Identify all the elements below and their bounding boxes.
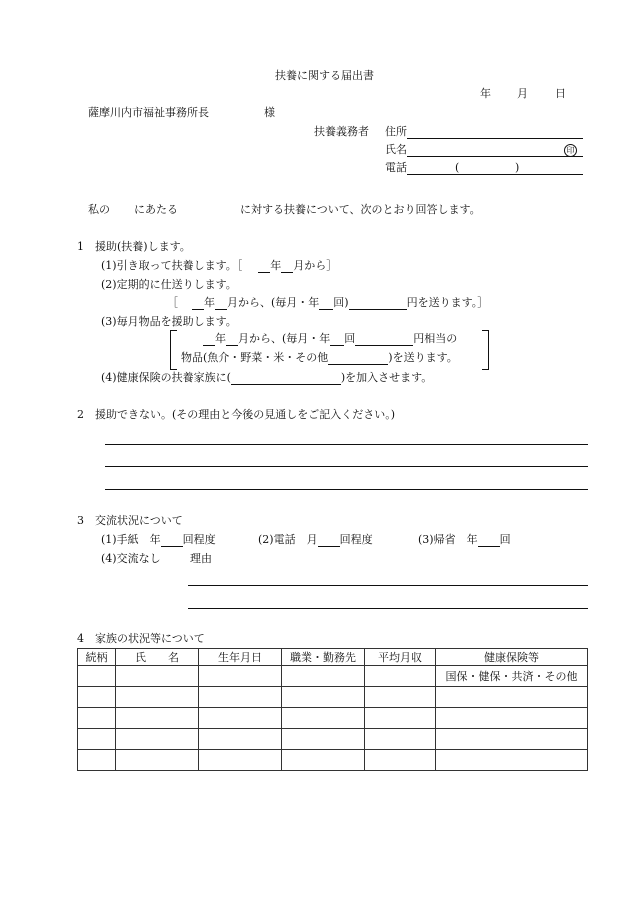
table-cell[interactable]	[199, 708, 282, 729]
table-cell[interactable]	[116, 687, 199, 708]
item2-year-label: 年	[204, 296, 215, 309]
address-field[interactable]	[407, 126, 583, 139]
item3-left-bracket	[170, 330, 177, 370]
item1-year-field[interactable]	[258, 260, 270, 273]
section2-line-3[interactable]	[105, 489, 588, 490]
document-title: 扶養に関する届出書	[275, 69, 374, 82]
item4-label-a: (4)健康保険の扶養家族に(	[101, 371, 231, 384]
table-cell[interactable]	[282, 687, 365, 708]
table-cell[interactable]	[365, 708, 436, 729]
table-cell[interactable]	[282, 750, 365, 771]
item3-month-label: 月から、(毎月・年	[238, 332, 331, 345]
item2-yen-label: 円を送ります。］	[406, 296, 489, 309]
item1-text: (1)引き取って扶養します。［	[101, 259, 243, 272]
intro-part2: にあたる	[134, 203, 178, 216]
section2-heading: 2 援助できない。(その理由と今後の見通しをご記入ください。)	[77, 408, 396, 421]
contact-letter	[101, 533, 216, 547]
table-cell[interactable]	[78, 750, 116, 771]
phone-label: 電話	[385, 161, 407, 174]
obligor-label: 扶養義務者	[314, 125, 369, 138]
table-cell[interactable]	[365, 729, 436, 750]
item2-times-label: 回)	[333, 296, 349, 309]
col-birthdate: 生年月日	[199, 649, 282, 666]
visit-field[interactable]	[478, 534, 500, 547]
name-label: 氏名	[385, 143, 407, 156]
letter-unit: 回程度	[182, 533, 216, 546]
table-row	[78, 729, 588, 750]
table-cell[interactable]	[78, 687, 116, 708]
section2-line-1[interactable]	[105, 444, 588, 445]
item3-times-label: 回	[344, 332, 356, 345]
item3-times-field[interactable]	[330, 333, 344, 346]
item2-month-label: 月から、(毎月・年	[227, 296, 320, 309]
contact-visit	[418, 533, 511, 547]
table-row	[78, 666, 588, 687]
contact-none: (4)交流なし	[101, 552, 161, 565]
phone-contact-unit: 回程度	[339, 533, 373, 546]
addressee-honorific: 様	[264, 106, 275, 119]
section1-heading: 1 援助(扶養)します。	[77, 240, 191, 253]
address-label: 住所	[385, 125, 407, 138]
seal-icon: 印	[564, 144, 577, 157]
item1-month-field[interactable]	[281, 260, 293, 273]
col-occupation: 職業・勤務先	[282, 649, 365, 666]
item3-other-field[interactable]	[328, 352, 388, 365]
section3-reason-line-2[interactable]	[188, 608, 588, 609]
item3-yen-label: 円相当の	[413, 332, 458, 345]
item3-line1	[203, 332, 457, 346]
table-cell[interactable]	[436, 687, 588, 708]
table-cell[interactable]	[436, 750, 588, 771]
table-cell[interactable]	[365, 687, 436, 708]
table-cell[interactable]	[199, 729, 282, 750]
section1-item3: (3)毎月物品を援助します。	[101, 315, 237, 328]
table-cell[interactable]	[78, 666, 116, 687]
section3-heading: 3 交流状況について	[77, 514, 183, 527]
phone-field[interactable]	[407, 162, 583, 175]
table-cell[interactable]	[116, 729, 199, 750]
family-table-header	[78, 649, 588, 666]
item2-year-field[interactable]	[192, 297, 204, 310]
table-cell[interactable]	[365, 666, 436, 687]
table-cell[interactable]	[365, 750, 436, 771]
table-cell[interactable]	[116, 708, 199, 729]
obligor-name-row	[385, 143, 583, 157]
item2-open-bracket: ［	[167, 296, 178, 309]
letter-label: (1)手紙 年	[101, 533, 161, 546]
letter-field[interactable]	[161, 534, 183, 547]
date-year-label: 年	[480, 87, 491, 100]
date-day-label: 日	[555, 87, 566, 100]
table-cell[interactable]	[78, 729, 116, 750]
section1-item1	[101, 259, 337, 273]
col-insurance: 健康保険等	[436, 649, 588, 666]
name-field[interactable]	[407, 144, 583, 157]
item3-goods-label: 物品(魚介・野菜・米・その他	[181, 351, 329, 364]
table-cell[interactable]	[116, 750, 199, 771]
section1-item2-detail	[167, 296, 488, 310]
table-cell[interactable]	[436, 729, 588, 750]
table-cell[interactable]	[282, 729, 365, 750]
item3-month-field[interactable]	[226, 333, 238, 346]
col-relation: 続柄	[78, 649, 116, 666]
table-cell[interactable]	[436, 708, 588, 729]
table-cell[interactable]	[199, 750, 282, 771]
table-row	[78, 708, 588, 729]
table-row	[78, 687, 588, 708]
col-income: 平均月収	[365, 649, 436, 666]
table-cell[interactable]	[116, 666, 199, 687]
table-cell[interactable]	[199, 687, 282, 708]
date-month-label: 月	[517, 87, 528, 100]
phone-contact-field[interactable]	[318, 534, 340, 547]
obligor-phone-row	[385, 161, 583, 175]
insurance-options-cell[interactable]: 国保・健保・共済・その他	[436, 666, 588, 687]
section2-line-2[interactable]	[105, 466, 588, 467]
item3-line2	[181, 351, 458, 365]
section4-heading: 4 家族の状況等について	[77, 632, 205, 645]
table-cell[interactable]	[282, 708, 365, 729]
contact-phone	[258, 533, 373, 547]
section1-item2: (2)定期的に仕送りします。	[101, 278, 237, 291]
table-cell[interactable]	[199, 666, 282, 687]
contact-none-reason-label: 理由	[190, 552, 212, 565]
item1-month-label: 月から］	[293, 259, 338, 272]
addressee-name: 薩摩川内市福祉事務所長	[88, 106, 209, 119]
item2-times-field[interactable]	[319, 297, 333, 310]
item3-year-field[interactable]	[203, 333, 215, 346]
table-cell[interactable]	[78, 708, 116, 729]
item2-month-field[interactable]	[215, 297, 227, 310]
phone-contact-label: (2)電話 月	[258, 533, 318, 546]
item4-label-b: )を加入させます。	[340, 371, 433, 384]
obligor-address-row	[385, 125, 583, 139]
table-row	[78, 750, 588, 771]
section3-reason-line-1[interactable]	[188, 585, 588, 586]
visit-label: (3)帰省 年	[418, 533, 478, 546]
visit-unit: 回	[499, 533, 511, 546]
item3-right-bracket	[482, 330, 489, 370]
item3-amount-field[interactable]	[355, 333, 413, 346]
section1-item4	[101, 371, 432, 385]
item4-insurance-field[interactable]	[231, 372, 341, 385]
family-table	[77, 648, 588, 771]
item3-year-label: 年	[215, 332, 226, 345]
intro-part3: に対する扶養について、次のとおり回答します。	[240, 203, 481, 216]
col-name: 氏 名	[116, 649, 199, 666]
phone-paren-close: )	[515, 161, 520, 174]
phone-paren-open: (	[455, 161, 460, 174]
intro-part1: 私の	[88, 203, 110, 216]
item1-year-label: 年	[270, 259, 282, 272]
item3-send-label: )を送ります。	[388, 351, 458, 364]
item2-amount-field[interactable]	[349, 297, 407, 310]
table-cell[interactable]	[282, 666, 365, 687]
